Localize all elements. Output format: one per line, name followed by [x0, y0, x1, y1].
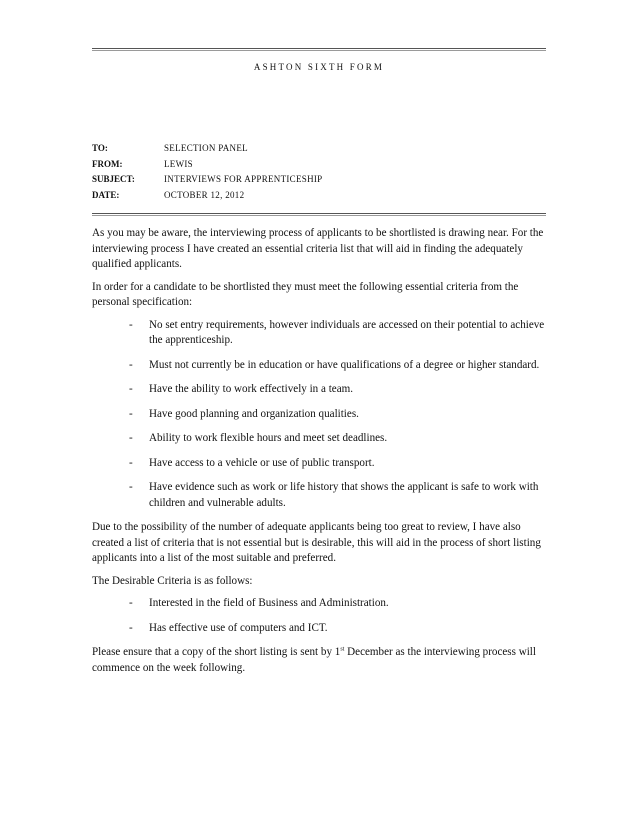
- memo-value: INTERVIEWS FOR APPRENTICESHIP: [164, 174, 323, 184]
- memo-value: SELECTION PANEL: [164, 143, 248, 153]
- paragraph-intro: As you may be aware, the interviewing process of applicants to be shortlisted is drawing near. For the interviewing process I have created an essential criteria list that will aid in finding the adequately qualified applicants.: [92, 227, 544, 270]
- list-item: [92, 621, 548, 637]
- list-item: [92, 407, 548, 423]
- list-dash: -: [129, 432, 133, 444]
- memo-value: LEWIS: [164, 158, 193, 169]
- list-item: [92, 480, 548, 511]
- document-title: ASHTON SIXTH FORM: [253, 62, 385, 72]
- list-dash: -: [129, 597, 133, 609]
- paragraph-desirable-lead: The Desirable Criteria is as follows:: [92, 574, 253, 587]
- list-item: [92, 456, 548, 472]
- memo-label: FROM:: [92, 158, 123, 169]
- list-item-text: Has effective use of computers and ICT.: [149, 621, 328, 634]
- list-item-text: Ability to work flexible hours and meet set deadlines.: [149, 432, 388, 444]
- paragraph-desirable-intro: Due to the possibility of the number of adequate applicants being too great to review, I have also created a list of criteria that is not essential but is desirable, this will aid in the process of short listing applicants into a list of the most suitable and preferred.: [92, 521, 541, 564]
- memo-divider-secondary: [92, 215, 546, 216]
- list-dash: -: [129, 318, 133, 331]
- list-dash: -: [129, 621, 133, 634]
- list-dash: -: [129, 383, 133, 395]
- memo-row-subject: [92, 172, 546, 188]
- memo-divider: [92, 213, 546, 214]
- paragraph-essential-lead: In order for a candidate to be shortlisted they must meet the following essential criteria from the personal specification:: [92, 280, 519, 308]
- memo-label: SUBJECT:: [92, 174, 135, 184]
- closing-text-start: Please ensure that a copy of the short listing is sent by 1: [92, 646, 341, 658]
- list-dash: -: [129, 481, 133, 493]
- list-item-text: Interested in the field of Business and Administration.: [149, 597, 389, 609]
- memo-header: [92, 141, 546, 203]
- list-dash: -: [129, 407, 133, 420]
- list-item-text: Have access to a vehicle or use of public transport.: [149, 456, 375, 469]
- desirable-criteria-list: [92, 596, 548, 636]
- memo-row-from: [92, 157, 546, 173]
- list-item-text: No set entry requirements, however individuals are accessed on their potential to achieve the apprenticeship.: [149, 318, 545, 346]
- list-item: [92, 358, 548, 374]
- memo-row-to: [92, 141, 546, 157]
- list-item-text: Have good planning and organization qualities.: [149, 407, 359, 420]
- list-dash: -: [129, 456, 133, 469]
- list-item-text: Have the ability to work effectively in a team.: [149, 383, 354, 395]
- list-item-text: Must not currently be in education or have qualifications of a degree or higher standard.: [149, 358, 540, 371]
- memo-value: OCTOBER 12, 2012: [164, 189, 245, 200]
- list-item: [92, 382, 548, 398]
- header-rule-secondary: [92, 50, 546, 51]
- header-rule: [92, 48, 546, 49]
- memo-label: TO:: [92, 143, 108, 153]
- list-item: [92, 596, 548, 612]
- memo-body: [92, 226, 548, 683]
- closing-text-end: December as the interviewing process will commence on the week following.: [92, 646, 536, 674]
- memo-row-date: [92, 188, 546, 204]
- memo-label: DATE:: [92, 189, 120, 200]
- paragraph-closing: [92, 645, 548, 676]
- list-item: [92, 431, 548, 447]
- essential-criteria-list: [92, 318, 548, 512]
- ordinal-suffix: st: [340, 646, 345, 653]
- list-dash: -: [129, 358, 133, 371]
- list-item-text: Have evidence such as work or life history that shows the applicant is safe to work with children and vulnerable adults.: [149, 481, 539, 509]
- list-item: [92, 318, 548, 349]
